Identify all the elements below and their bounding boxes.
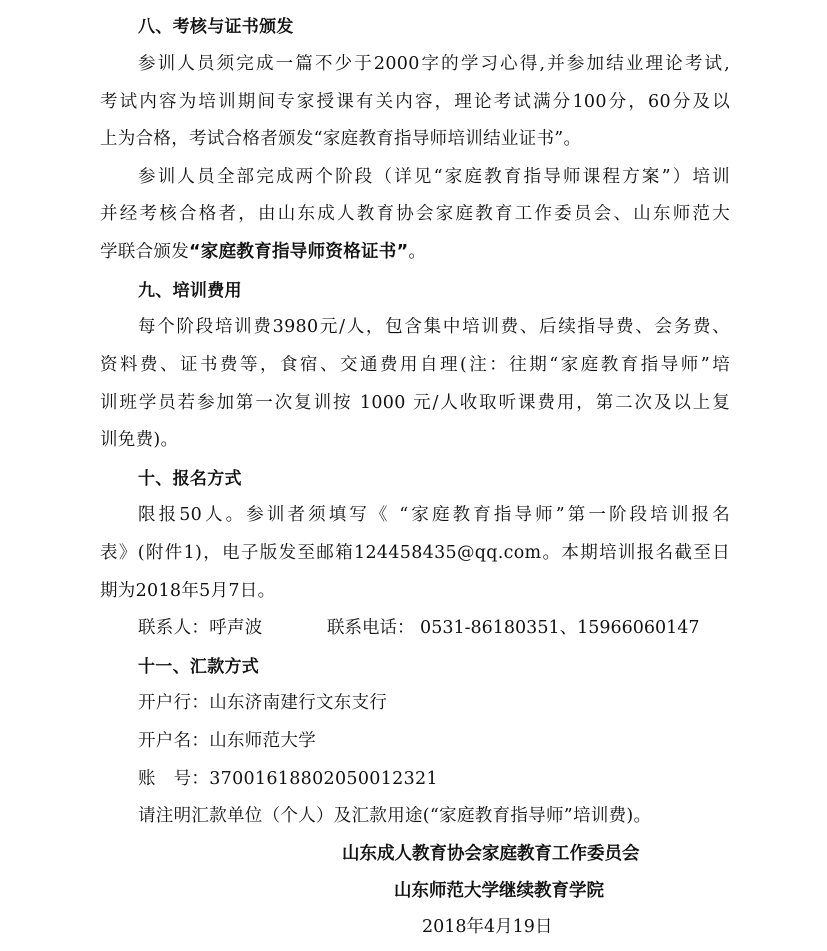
section-9-line-2: 资料费、证书费等，食宿、交通费用自理(注：往期“家庭教育指导师”培	[100, 355, 730, 375]
signature-org-1: 山东成人教育协会家庭教育工作委员会	[342, 844, 640, 864]
section-8-p2-line-3	[100, 238, 730, 263]
section-8-p2-line-1: 参训人员全部完成两个阶段（详见“家庭教育指导师课程方案”）培训	[138, 167, 730, 187]
section-9-line-1: 每个阶段培训费3980元/人，包含集中培训费、后续指导费、会务费、	[138, 317, 730, 337]
section-11-heading: 十一、汇款方式	[138, 657, 260, 677]
section-8-p1-line-2: 考试内容为培训期间专家授课有关内容，理论考试满分100分，60分及以	[100, 92, 730, 112]
section-9-heading: 九、培训费用	[138, 281, 242, 301]
section-10-line-3: 期为2018年5月7日。	[100, 581, 276, 601]
section-9-line-3: 训班学员若参加第一次复训按 1000 元/人收取听课费用，第二次及以上复	[100, 393, 730, 413]
signature-org-2: 山东师范大学继续教育学院	[394, 881, 604, 901]
section-8-p2-line-2: 并经考核合格者，由山东成人教育协会家庭教育工作委员会、山东师范大	[100, 204, 730, 224]
bank-name: 开户行：山东济南建行文东支行	[138, 693, 388, 713]
section-9-line-4: 训免费)。	[100, 430, 179, 450]
section-8-p2-line-3-text: 学联合颁发	[100, 242, 189, 262]
section-10-heading: 十、报名方式	[138, 469, 242, 489]
section-8-p1-line-3: 上为合格，考试合格者颁发“家庭教育指导师培训结业证书”。	[100, 129, 582, 149]
section-10-line-2: 表》(附件1)，电子版发至邮箱124458435@qq.com。本期培训报名截至日	[100, 543, 730, 563]
contact-phone: 联系电话： 0531-86180351、15966060147	[327, 618, 700, 638]
account-name: 开户名：山东师范大学	[138, 731, 316, 751]
remittance-note: 请注明汇款单位（个人）及汇款用途(“家庭教育指导师”培训费)。	[138, 806, 652, 826]
account-number: 账 号：37001618802050012321	[138, 769, 438, 789]
section-10-line-1: 限报50人。参训者须填写《 “家庭教育指导师”第一阶段培训报名	[138, 505, 730, 525]
contact-person: 联系人：呼声波	[138, 618, 263, 638]
section-8-p2-end: 。	[408, 242, 427, 262]
section-8-heading: 八、考核与证书颁发	[138, 17, 294, 37]
certificate-name: “家庭教育指导师资格证书”	[189, 242, 409, 262]
section-8-p1-line-1: 参训人员须完成一篇不少于2000字的学习心得,并参加结业理论考试,	[138, 54, 730, 74]
signature-date: 2018年4月19日	[422, 917, 553, 937]
